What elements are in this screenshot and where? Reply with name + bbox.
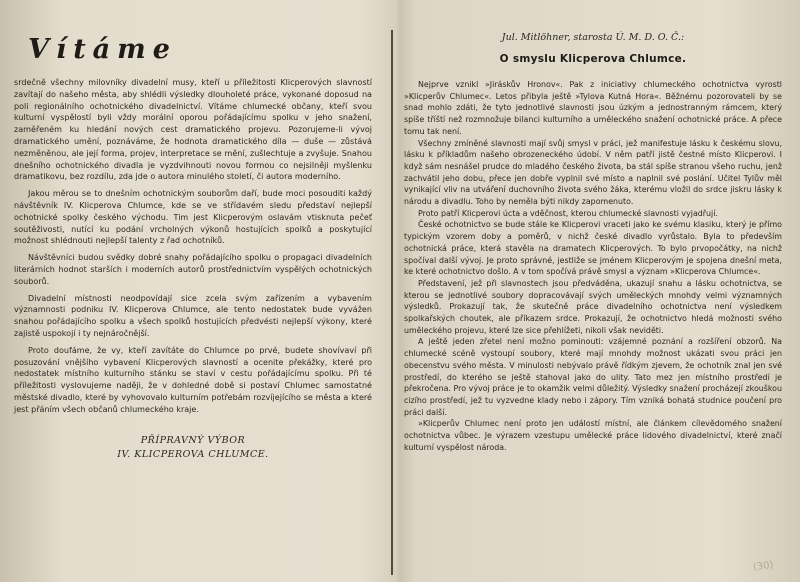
page-divider bbox=[391, 30, 393, 575]
welcome-text bbox=[14, 77, 372, 416]
signature-line: PŘÍPRAVNÝ VÝBOR bbox=[140, 434, 246, 446]
signature bbox=[14, 434, 372, 462]
article-author: Jul. Mitlöhner, starosta Ú. M. D. O. Č.: bbox=[501, 32, 685, 43]
paragraph: Proto doufáme, že vy, kteří zavítáte do Chlumce po prvé, budete shovívaví při posuzování vnějšího vybavení Klicperových slavností a ocenite překážky, které pro nedostatek místního kulturního stánku se staví v cestu pořádajícímu spolku. Při té příležitosti vyslovujeme naději, že v dohledné době si postaví Chlumec samostatné městské divadlo, které by vyhovovalo kulturním potřebám rozvíjejícího se města a které jest přáním všech občanů chlumeckého kraje. bbox=[14, 345, 372, 414]
left-page bbox=[14, 28, 372, 568]
article-heading: O smyslu Klicperova Chlumce. bbox=[499, 53, 687, 65]
paragraph: Jakou měrou se to dnešním ochotnickým souborům daří, bude moci posouditi každý návštěvník IV. Klicperova Chlumce, kde se ve střídavém sledu představí nejlepší ochotnické spolky českého východu. Tim jest Klicperovým oslavám vtisknuta pečeť soutěživosti, nutící ku podání vrcholných výkonů hostujících spolků a poskytující možnost shlédnouti nejlepší talenty z řad ochotníků. bbox=[14, 189, 372, 246]
paragraph: Návštěvníci budou svědky dobré snahy pořádajícího spolku o propagaci divadelních literárních hodnot starších i moderních autorů prostřednictvím vyspělých ochotnických souborů. bbox=[14, 253, 372, 286]
article-body bbox=[404, 79, 782, 454]
paragraph: České ochotnictvo se bude stále ke Klicperovi vraceti jako ke svému klasiku, který je přímo typickým vzorem doby a poměrů, v nichž české divadlo vyrůstalo. Byla to především ochotnická práce, která stavěla na dramatech Klicperových. To bylo prvopočátky, na nichž spočíval další vývoj. Je proto správné, jestliže se jménem Klicperovým je spojena dnešní meta, ke které ochotnictvo došlo. A v tom spočívá právě smysl a význam »Klicperova Chlumce«. bbox=[404, 220, 782, 277]
paragraph: Všechny zmíněné slavnosti mají svůj smysl v práci, jež manifestuje lásku k českému slovu, lásku k příkladům našeho obrozeneckého údobí. V něm patří jistě čestné místo Klicperovi. I když sám nesnášel prudce do mladého českého života, ba stál spíše stranou všeho ruchu, jenž zachvátil jeho dobu, přece jen dobře vyplnil své místo a naplnil své poslání. Učitel Tylův měl vynikající vliv na utváření duchovního života svého žáka, kterému vložil do srdce jiskru lásky k národu a divadlu. Toho by neměla býti nikdy zapomenuto. bbox=[404, 138, 782, 207]
signature-line: IV. KLICPEROVA CHLUMCE. bbox=[117, 448, 269, 460]
right-page bbox=[404, 28, 782, 578]
paragraph: Proto patří Klicperovi úcta a vděčnost, kterou chlumecké slavnosti vyjadřují. bbox=[418, 208, 718, 218]
paragraph: Představení, jež při slavnostech jsou předváděna, ukazují snahu a lásku ochotnictva, se kterou se jednotlivé soubory dopracovávají svých uměleckých mnohdy velmi významných výsledků. Prokazují tak, že skutečně práce divadelního ochotnictva není výsledkem spolkařských choutek, ale příkazem srdce. Prokazují, že ochotnictvo hledá možnosti svého uměleckého projevu, které lze sice přehlížeti, nikoli však neviděti. bbox=[404, 278, 782, 335]
paragraph: »Klicperův Chlumec není proto jen událostí místní, ale článkem cílevědomého snažení ochotnictva vůbec. Je výrazem vzestupu umělecké práce lidového divadelnictví, které značí kulturní vyspělost národa. bbox=[404, 419, 782, 452]
paragraph: A ještě jeden zřetel není možno pominouti: vzájemné poznání a rozšíření obzorů. Na chlumecké scéně vystoupí soubory, které mají mnohdy možnost ukázati svou práci jen obecenstvu svého města. V minulosti nebývalo právě řídkým zjevem, že ochotník znal jen své prostředí, do kterého se ještě stahoval jako do ulity. Tato mez jen místního prostředí je překročena. Pro vývoj práce je to okamžik velmi důležitý. Výsledky snažení procházejí zkouškou cizího prostředí, jež tu vyzvedne klady nebo i zápory. Tím vzniká bohatá studnice poučení pro práci další. bbox=[404, 337, 782, 417]
paragraph: Divadelní místnosti neodpovídají sice zcela svým zařízením a vybavením významnosti podniku IV. Klicperova Chlumce, ale tento nedostatek bude vyvážen snahou pořádajícího spolku a všech spolků hostujících předvésti nejlepší výkony, které zajistě uspokojí i ty nejnáročnější. bbox=[14, 293, 372, 338]
page-title: Vítáme bbox=[28, 34, 177, 65]
paragraph: srdečně všechny milovníky divadelní musy, kteří u příležitosti Klicperových slavností zavítají do našeho města, aby shlédli výsledky dlouholeté práce, vykonané doposud na poli regionálního ochotnického divadelnictví. Vítáme chlumecké občany, kteří svou kulturní vyspělostí byli vždy morální oporou pořádajícímu spolku v jeho snažení, zaměřeném ku hledání nových cest dramatického projevu. Pozorujeme-li vývoj dramatického umění, poznáváme, že hodnota dramatického díla — duše — zůstává nezměněnou, ale její forma, projev, interpretace se mění, zušlechtuje a zvyšuje. Snahou dnešního ochotnického divadla je vyzdvihnouti novou formou co nejsilněji myšlenku dramatikovu, bez rozdílu, zda jde o autora minulého století, či autora moderního. bbox=[14, 78, 372, 182]
paragraph: Nejprve vznikl »Jiráskův Hronov«. Pak z iniciativy chlumeckého ochotnictva vyrostl »Klicperův Chlumec«. Letos přibyla ještě »Tylova Kutná Hora«. Běžnému pozorovateli by se snad mohlo zdáti, že tyto jednotlivé slavnosti jsou úzkým a jednostranným rámcem, který spíše tříští než rozmnožuje bilanci kulturního a uměleckého snažení ochotnické práce. A přece tomu tak není. bbox=[404, 80, 782, 136]
page-number: (30) bbox=[752, 559, 775, 574]
